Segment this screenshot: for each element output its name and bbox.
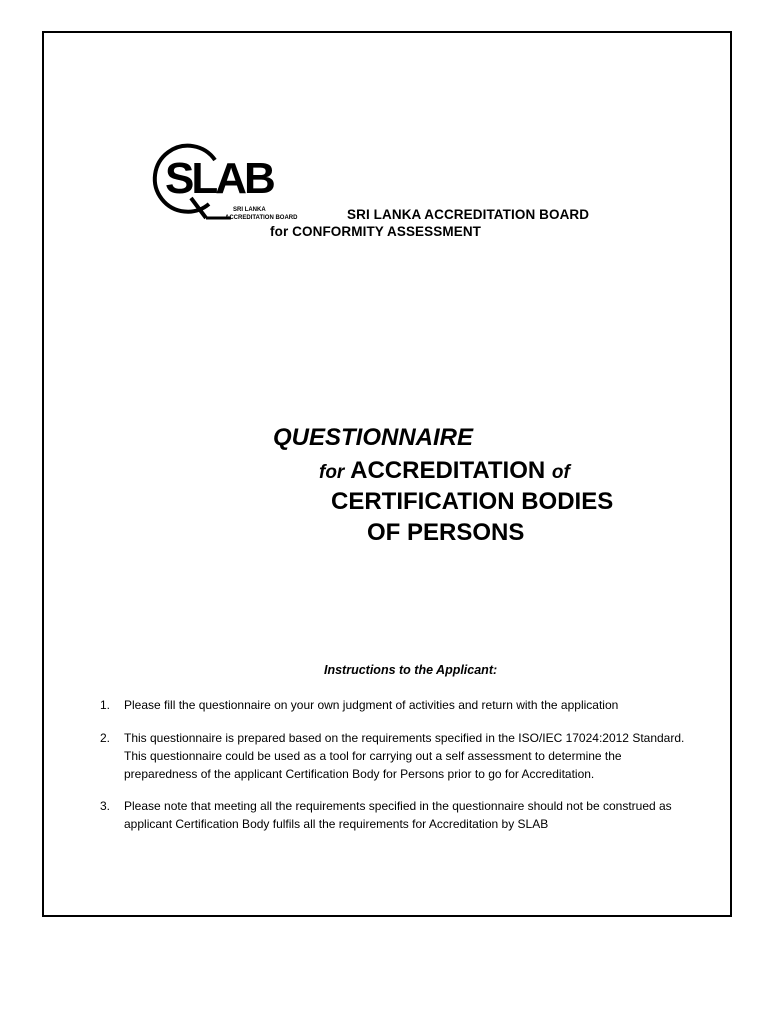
slab-logo (151, 138, 311, 228)
document-title: QUESTIONNAIRE (273, 424, 474, 451)
document-title-line-3: CERTIFICATION BODIES (331, 488, 614, 515)
title-for-word: for (319, 462, 345, 483)
instructions-heading: Instructions to the Applicant: (324, 663, 498, 677)
title-of-word: of (551, 462, 570, 483)
organization-subtitle: for CONFORMITY ASSESSMENT (270, 224, 482, 239)
instruction-line: preparedness of the applicant Certification Body for Persons prior to go for Accreditation. (124, 767, 595, 781)
instruction-item-2 (100, 729, 725, 783)
instruction-line: Please fill the questionnaire on your own judgment of activities and return with the application (124, 698, 619, 712)
instruction-item-3 (100, 797, 725, 833)
instruction-line: This questionnaire could be used as a tool for carrying out a self assessment to determine the (124, 749, 622, 763)
title-accreditation: ACCREDITATION (350, 457, 546, 484)
document-title-line-4: OF PERSONS (367, 519, 525, 546)
instruction-line: applicant Certification Body fulfils all the requirements for Accreditation by SLAB (124, 817, 549, 831)
instruction-line: This questionnaire is prepared based on the requirements specified in the ISO/IEC 17024:2012 Standard. (124, 731, 685, 745)
instruction-line: Please note that meeting all the requirements specified in the questionnaire should not be construed as (124, 799, 672, 813)
logo-subline-2: ACCREDITATION BOARD (225, 215, 298, 221)
instruction-number: 2. (100, 731, 111, 745)
logo-subline-1: SRI LANKA (233, 207, 266, 213)
instruction-number: 1. (100, 698, 111, 712)
organization-name: SRI LANKA ACCREDITATION BOARD (347, 207, 590, 222)
logo-wordmark: SLAB (165, 154, 273, 203)
instruction-number: 3. (100, 799, 111, 813)
document-title-line-2 (319, 457, 570, 485)
instruction-item-1 (100, 696, 725, 714)
